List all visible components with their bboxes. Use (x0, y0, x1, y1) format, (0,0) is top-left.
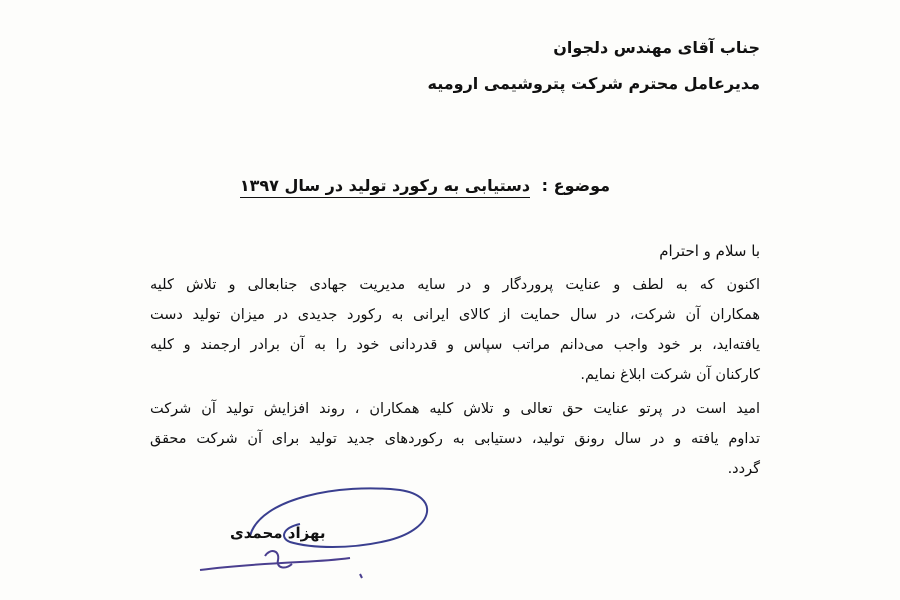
paragraph-line: همکاران آن شرکت، در سال حمایت از کالای ایرانی به رکورد جدیدی در میزان تولید دست (150, 307, 760, 323)
paragraph-line: تداوم یافته و در سال رونق تولید، دستیابی به رکوردهای جدید تولید برای آن شرکت محقق (150, 431, 760, 447)
subject-text: دستیابی به رکورد تولید در سال ۱۳۹۷ (240, 176, 530, 198)
paragraph-2 (150, 394, 760, 484)
paragraph-line: گردد. (727, 461, 760, 477)
greeting: با سلام و احترام (659, 242, 760, 260)
subject-line (240, 176, 610, 195)
paragraph-line: کارکنان آن شرکت ابلاغ نمایم. (580, 367, 760, 383)
subject-label: موضوع : (541, 176, 610, 195)
paragraph-line: اکنون که به لطف و عنایت پروردگار و در سایه مدیریت جهادی جنابعالی و تلاش کلیه (150, 277, 760, 293)
paragraph-line: امید است در پرتو عنایت حق تعالی و تلاش کلیه همکاران ، روند افزایش تولید آن شرکت (150, 401, 760, 417)
paragraph-1 (150, 270, 760, 390)
signer-name: بهزاد محمدی (230, 524, 326, 542)
paragraph-line: یافته‌اید، بر خود واجب می‌دانم مراتب سپاس و قدردانی خود را به آن برادر ارجمند و کلیه (150, 337, 760, 353)
recipient-title: مدیرعامل محترم شرکت پتروشیمی ارومیه (427, 74, 760, 93)
recipient-name: جناب آقای مهندس دلجوان (553, 38, 760, 57)
